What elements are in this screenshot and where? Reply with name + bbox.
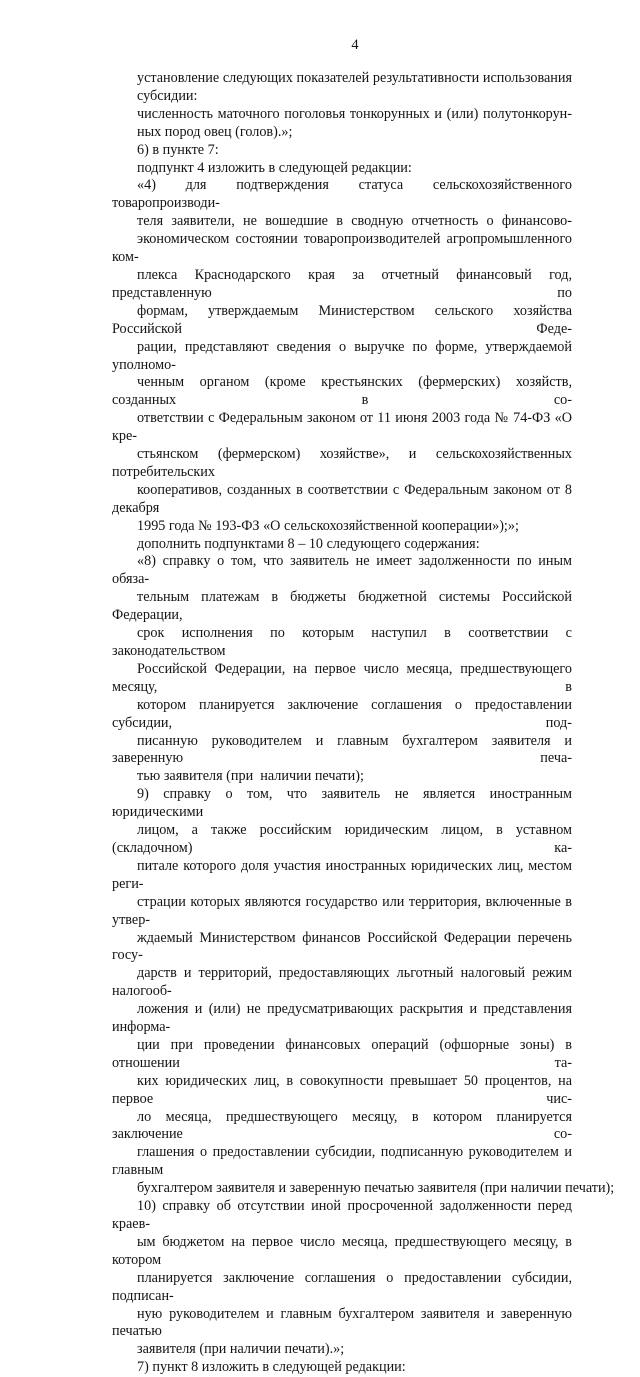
paragraph <box>112 160 572 178</box>
text-line: ции при проведении финансовых операций (офшорные зоны) в отношении та- <box>112 1036 572 1071</box>
paragraph <box>112 1198 572 1359</box>
text-line: страции которых являются государство или территория, включенные в утвер- <box>112 893 572 928</box>
paragraph <box>112 70 572 106</box>
text-line: 1995 года № 193-ФЗ «О сельскохозяйственной кооперации»);»; <box>137 517 519 534</box>
text-line: 9) справку о том, что заявитель не является иностранным юридическими <box>112 786 572 821</box>
text-line: тельным платежам в бюджеты бюджетной системы Российской Федерации, <box>112 589 572 624</box>
text-line: установление следующих показателей результативности использования <box>137 70 572 86</box>
text-line: ложения и (или) не предусматривающих раскрытия и представления информа- <box>112 1001 572 1036</box>
text-line: «8) справку о том, что заявитель не имеет задолженности по иным обяза- <box>112 553 572 588</box>
paragraph <box>112 177 572 535</box>
document-body <box>112 70 615 1377</box>
paragraph <box>112 1359 572 1377</box>
text-line: кооперативов, созданных в соответствии с Федеральным законом от 8 декабря <box>112 481 572 516</box>
text-line: теля заявители, не вошедшие в сводную отчетность о финансово- <box>137 213 572 230</box>
paragraph <box>112 553 572 786</box>
text-line: тью заявителя (при наличии печати); <box>137 768 364 785</box>
text-line: срок исполнения по которым наступил в соответствии с законодательством <box>112 625 572 659</box>
text-line: экономическом состоянии товаропроизводителей агропромышленного ком- <box>112 231 572 266</box>
paragraph <box>112 106 572 142</box>
text-line: ло месяца, предшествующего месяцу, в котором планируется заключение со- <box>112 1108 572 1143</box>
text-line: писанную руководителем и главным бухгалтером заявителя и заверенную печа- <box>112 732 572 767</box>
text-line: ких юридических лиц, в совокупности превышает 50 процентов, на первое чис- <box>112 1072 572 1107</box>
text-line: плекса Краснодарского края за отчетный финансовый год, представленную по <box>112 266 572 301</box>
text-line: «4) для подтверждения статуса сельскохозяйственного товаропроизводи- <box>112 177 572 212</box>
text-line: ченным органом (кроме крестьянских (фермерских) хозяйств, созданных в со- <box>112 374 572 409</box>
text-line: субсидии: <box>137 87 198 104</box>
text-line: Российской Федерации, на первое число месяца, предшествующего месяцу, в <box>112 660 572 695</box>
paragraph <box>112 536 572 554</box>
text-line: 7) пункт 8 изложить в следующей редакции: <box>137 1359 406 1376</box>
text-line: питале которого доля участия иностранных юридических лиц, местом реги- <box>112 857 572 892</box>
text-line: подпункт 4 изложить в следующей редакции: <box>137 159 412 176</box>
page-number: 4 <box>351 37 359 53</box>
text-line: рации, представляют сведения о выручке по форме, утверждаемой уполномо- <box>112 338 572 373</box>
paragraph <box>112 142 572 160</box>
text-line: лицом, а также российским юридическим лицом, в уставном (складочном) ка- <box>112 822 572 856</box>
text-line: 10) справку об отсутствии иной просроченной задолженности перед краев- <box>112 1198 572 1232</box>
text-line: котором планируется заключение соглашения о предоставлении субсидии, под- <box>112 696 572 731</box>
text-line: планируется заключение соглашения о предоставлении субсидии, подписан- <box>112 1269 572 1304</box>
text-line: ым бюджетом на первое число месяца, предшествующего месяцу, в котором <box>112 1233 572 1268</box>
text-line: 6) в пункте 7: <box>137 141 219 158</box>
text-line: бухгалтером заявителя и заверенную печатью заявителя (при наличии печати); <box>137 1180 615 1197</box>
text-line: заявителя (при наличии печати).»; <box>137 1341 345 1358</box>
text-line: ных пород овец (голов).»; <box>137 123 293 140</box>
text-line: ную руководителем и главным бухгалтером заявителя и заверенную печатью <box>112 1305 572 1340</box>
text-line: стьянском (фермерском) хозяйстве», и сельскохозяйственных потребительских <box>112 446 572 480</box>
text-line: ответствии с Федеральным законом от 11 июня 2003 года № 74-ФЗ «О кре- <box>112 410 572 445</box>
text-line: ждаемый Министерством финансов Российской Федерации перечень госу- <box>112 929 572 964</box>
text-line: численность маточного поголовья тонкорунных и (или) полутонкорун- <box>137 105 572 122</box>
text-line: формам, утверждаемым Министерством сельского хозяйства Российской Феде- <box>112 302 572 337</box>
text-line: дарств и территорий, предоставляющих льготный налоговый режим налогооб- <box>112 965 572 1000</box>
text-line: глашения о предоставлении субсидии, подписанную руководителем и главным <box>112 1144 572 1179</box>
text-line: дополнить подпунктами 8 – 10 следующего содержания: <box>137 535 480 552</box>
paragraph <box>112 786 615 1198</box>
